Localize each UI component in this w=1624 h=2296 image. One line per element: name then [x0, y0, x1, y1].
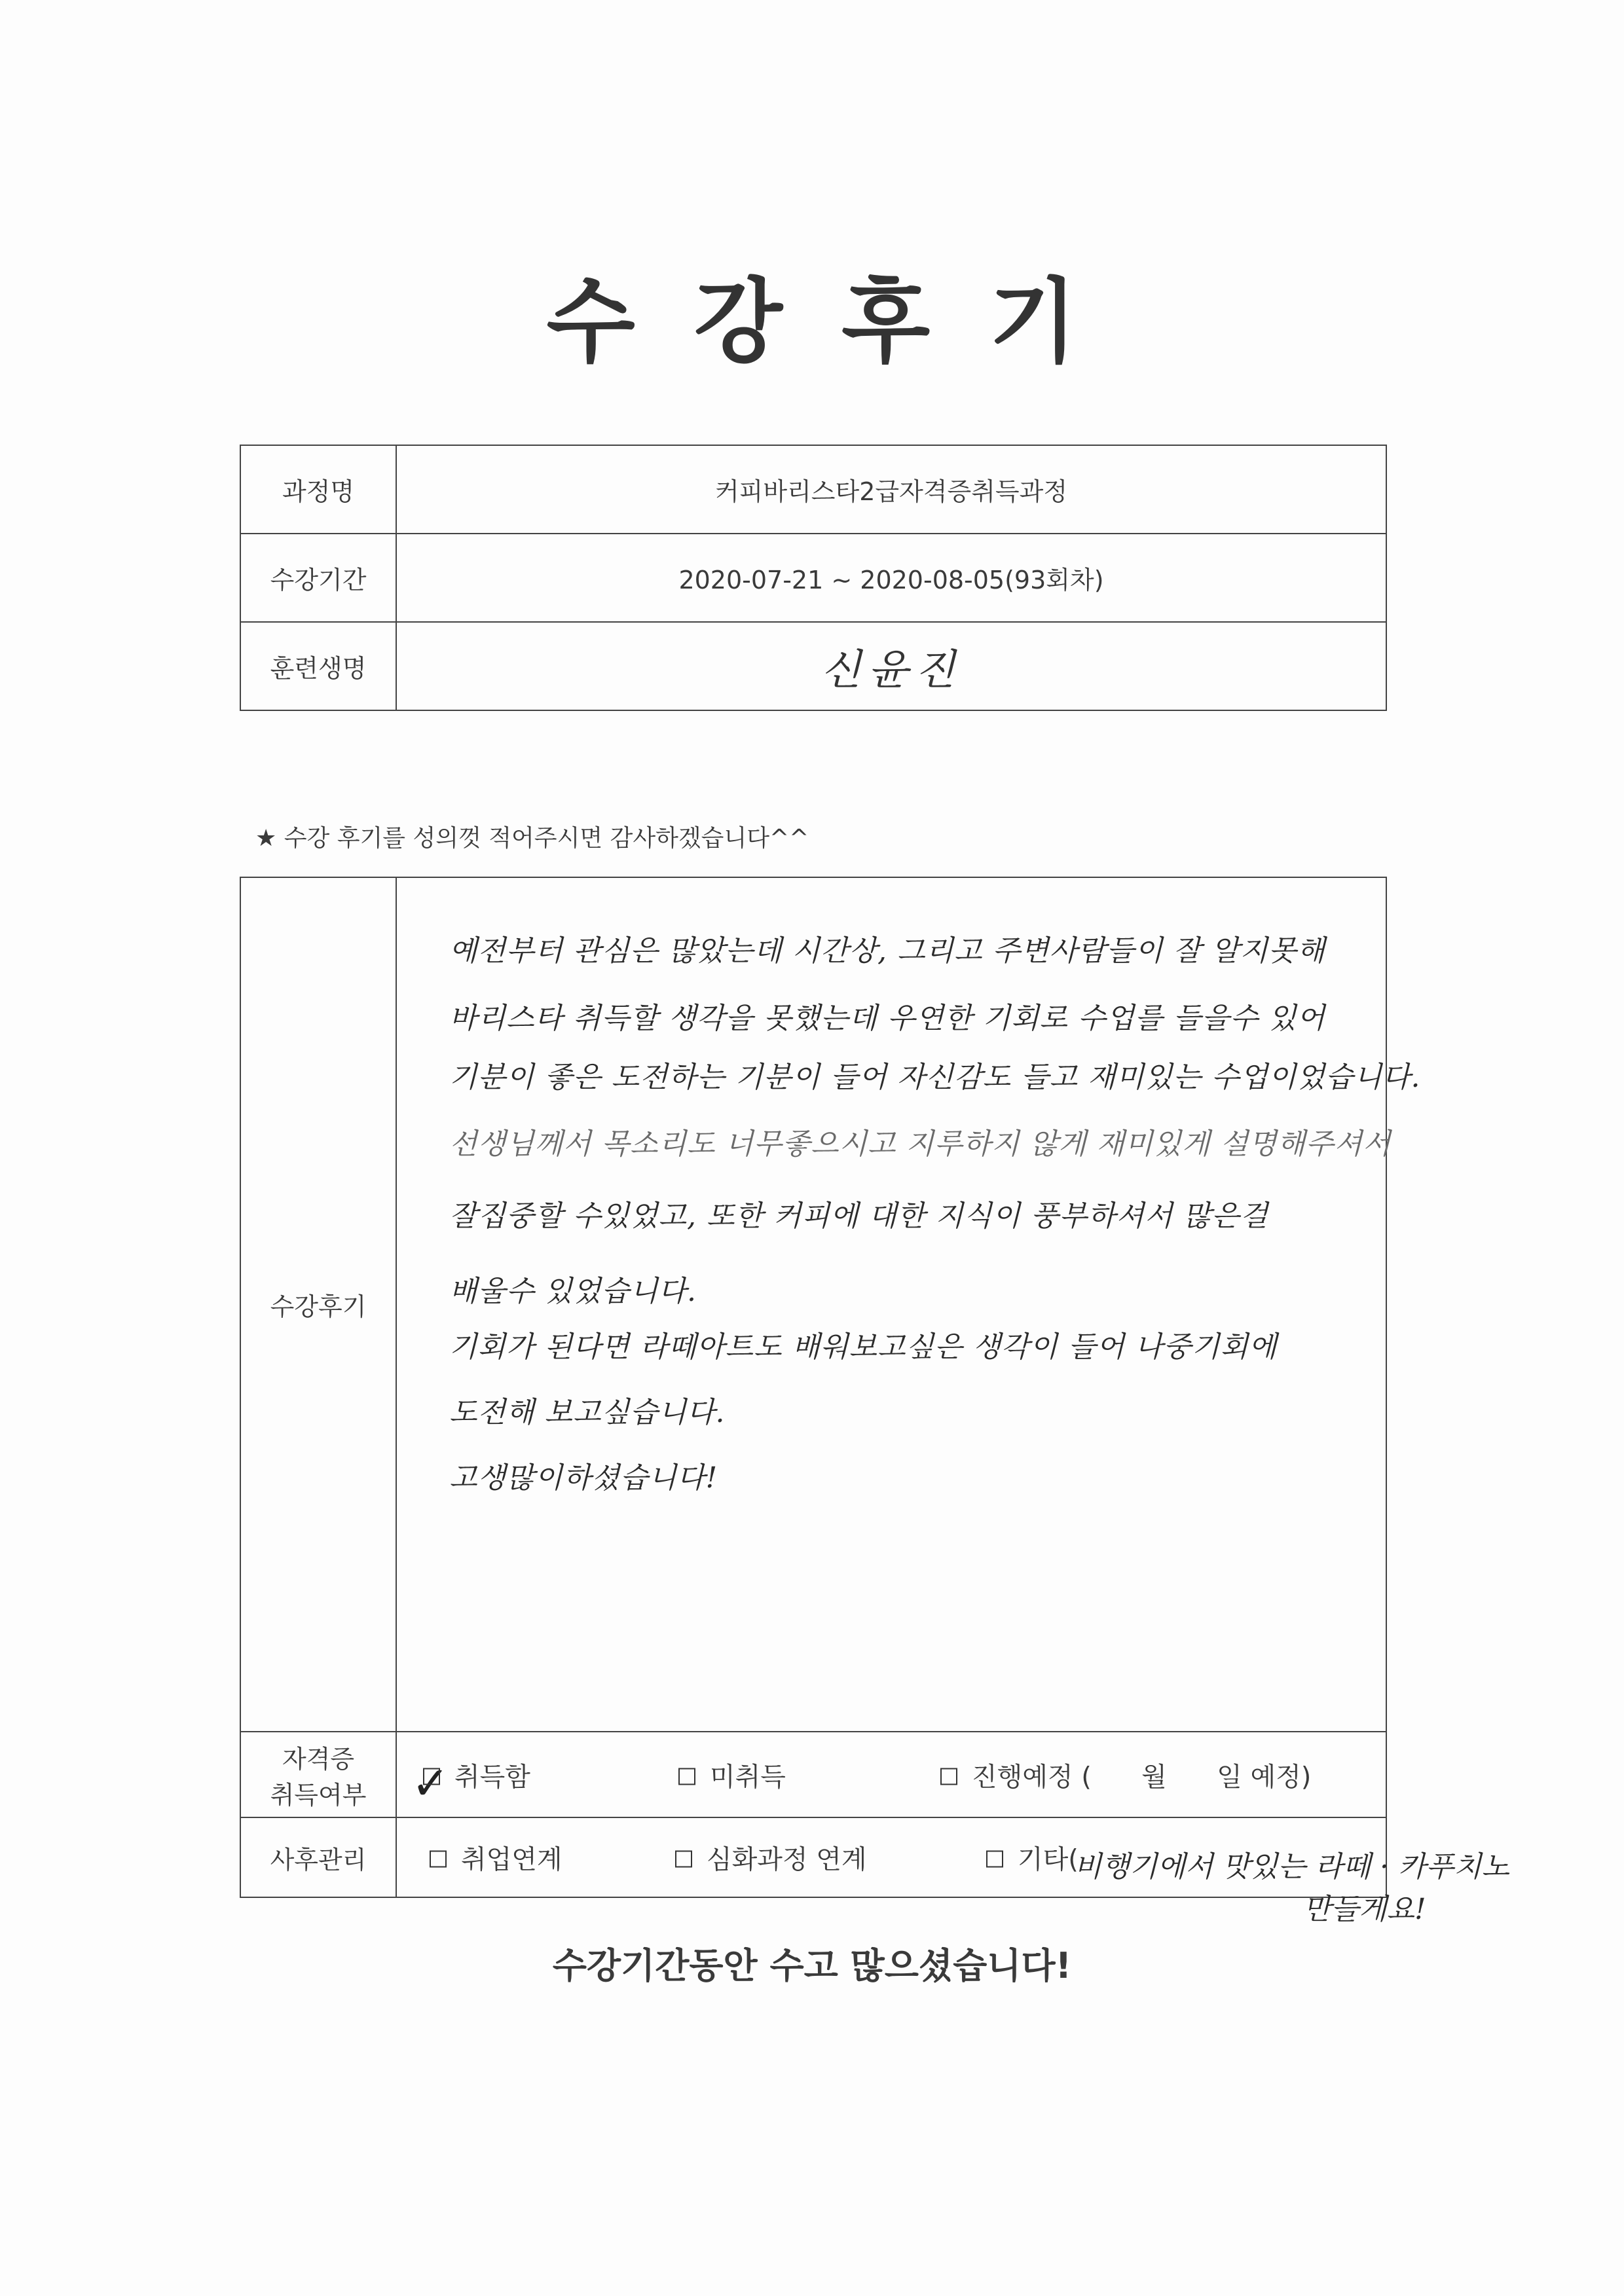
- closing-message: 수강기간동안 수고 많으셨습니다!: [552, 1945, 1072, 1986]
- option-acquired[interactable]: [423, 1756, 530, 1793]
- option-planned-label: 진행예정 ( 월 일 예정): [972, 1762, 1312, 1792]
- option-employment[interactable]: [430, 1839, 563, 1876]
- review-body: [396, 877, 1421, 1732]
- review-line: 도전해 보고싶습니다.: [449, 1396, 726, 1429]
- option-acquired-label: 취득함: [454, 1762, 530, 1792]
- review-line: 기회가 된다면 라떼아트도 배워보고싶은 생각이 들어 나중기회에: [449, 1330, 1278, 1364]
- checkbox-icon[interactable]: [940, 1768, 957, 1785]
- certificate-label: [240, 1732, 396, 1817]
- review-table: [240, 877, 1421, 1898]
- course-row: [240, 445, 1386, 534]
- review-line: 고생많이하셨습니다!: [449, 1461, 718, 1495]
- review-line: 기분이 좋은 도전하는 기분이 들어 자신감도 들고 재미있는 수업이었습니다.: [449, 1061, 1421, 1094]
- checkbox-icon[interactable]: [675, 1851, 692, 1868]
- option-advanced[interactable]: [675, 1839, 867, 1876]
- review-line: 바리스타 취득할 생각을 못했는데 우연한 기회로 수업를 들을수 있어: [449, 1002, 1325, 1035]
- other-note-line1: 비행기에서 맛있는 라떼 · 카푸치노: [1074, 1850, 1509, 1884]
- review-line: 예전부터 관심은 많았는데 시간상, 그리고 주변사람들이 잘 알지못해: [449, 934, 1325, 968]
- trainee-row: [240, 622, 1386, 710]
- followup-label: 사후관리: [240, 1817, 396, 1897]
- option-other-label: 기타(: [1018, 1844, 1079, 1875]
- certificate-label-line1: 자격증: [282, 1744, 355, 1774]
- certificate-row: [240, 1732, 1386, 1817]
- notice-text: ★ 수강 후기를 성의껏 적어주시면 감사하겠습니다^^: [255, 825, 809, 852]
- course-info-table: [240, 445, 1387, 711]
- checkbox-icon[interactable]: [423, 1768, 440, 1785]
- period-value: 2020-07-21 ~ 2020-08-05(93회차): [396, 534, 1386, 622]
- checkbox-icon[interactable]: [430, 1851, 447, 1868]
- option-not-acquired-label: 미취득: [710, 1762, 786, 1792]
- option-other[interactable]: [986, 1839, 1079, 1876]
- checkbox-icon[interactable]: [678, 1768, 695, 1785]
- checkmark-icon: ✓: [411, 1756, 450, 1810]
- option-employment-label: 취업연계: [461, 1844, 563, 1875]
- trainee-signature: 신윤진: [821, 646, 962, 695]
- review-label: 수강후기: [240, 877, 396, 1732]
- other-note-line2: 만들게요!: [1303, 1893, 1426, 1926]
- trainee-label: 훈련생명: [240, 622, 396, 710]
- course-value: 커피바리스타2급자격증취득과정: [396, 445, 1386, 534]
- period-label: 수강기간: [240, 534, 396, 622]
- certificate-label-line2: 취득여부: [270, 1780, 367, 1810]
- option-advanced-label: 심화과정 연계: [707, 1844, 867, 1875]
- period-row: [240, 534, 1386, 622]
- review-line: 선생님께서 목소리도 너무좋으시고 지루하지 않게 재미있게 설명해주셔서: [449, 1127, 1392, 1161]
- trainee-signature-cell: [396, 622, 1386, 710]
- review-row: [240, 877, 1386, 1732]
- review-line: 잘집중할 수있었고, 또한 커피에 대한 지식이 풍부하셔서 많은걸: [449, 1199, 1268, 1233]
- page-title: 수강후기: [546, 269, 1137, 376]
- option-planned[interactable]: [940, 1756, 1311, 1793]
- certificate-options: [396, 1732, 1386, 1817]
- review-line: 배울수 있었습니다.: [449, 1275, 697, 1308]
- course-label: 과정명: [240, 445, 396, 534]
- checkbox-icon[interactable]: [986, 1851, 1003, 1868]
- option-not-acquired[interactable]: [678, 1756, 786, 1793]
